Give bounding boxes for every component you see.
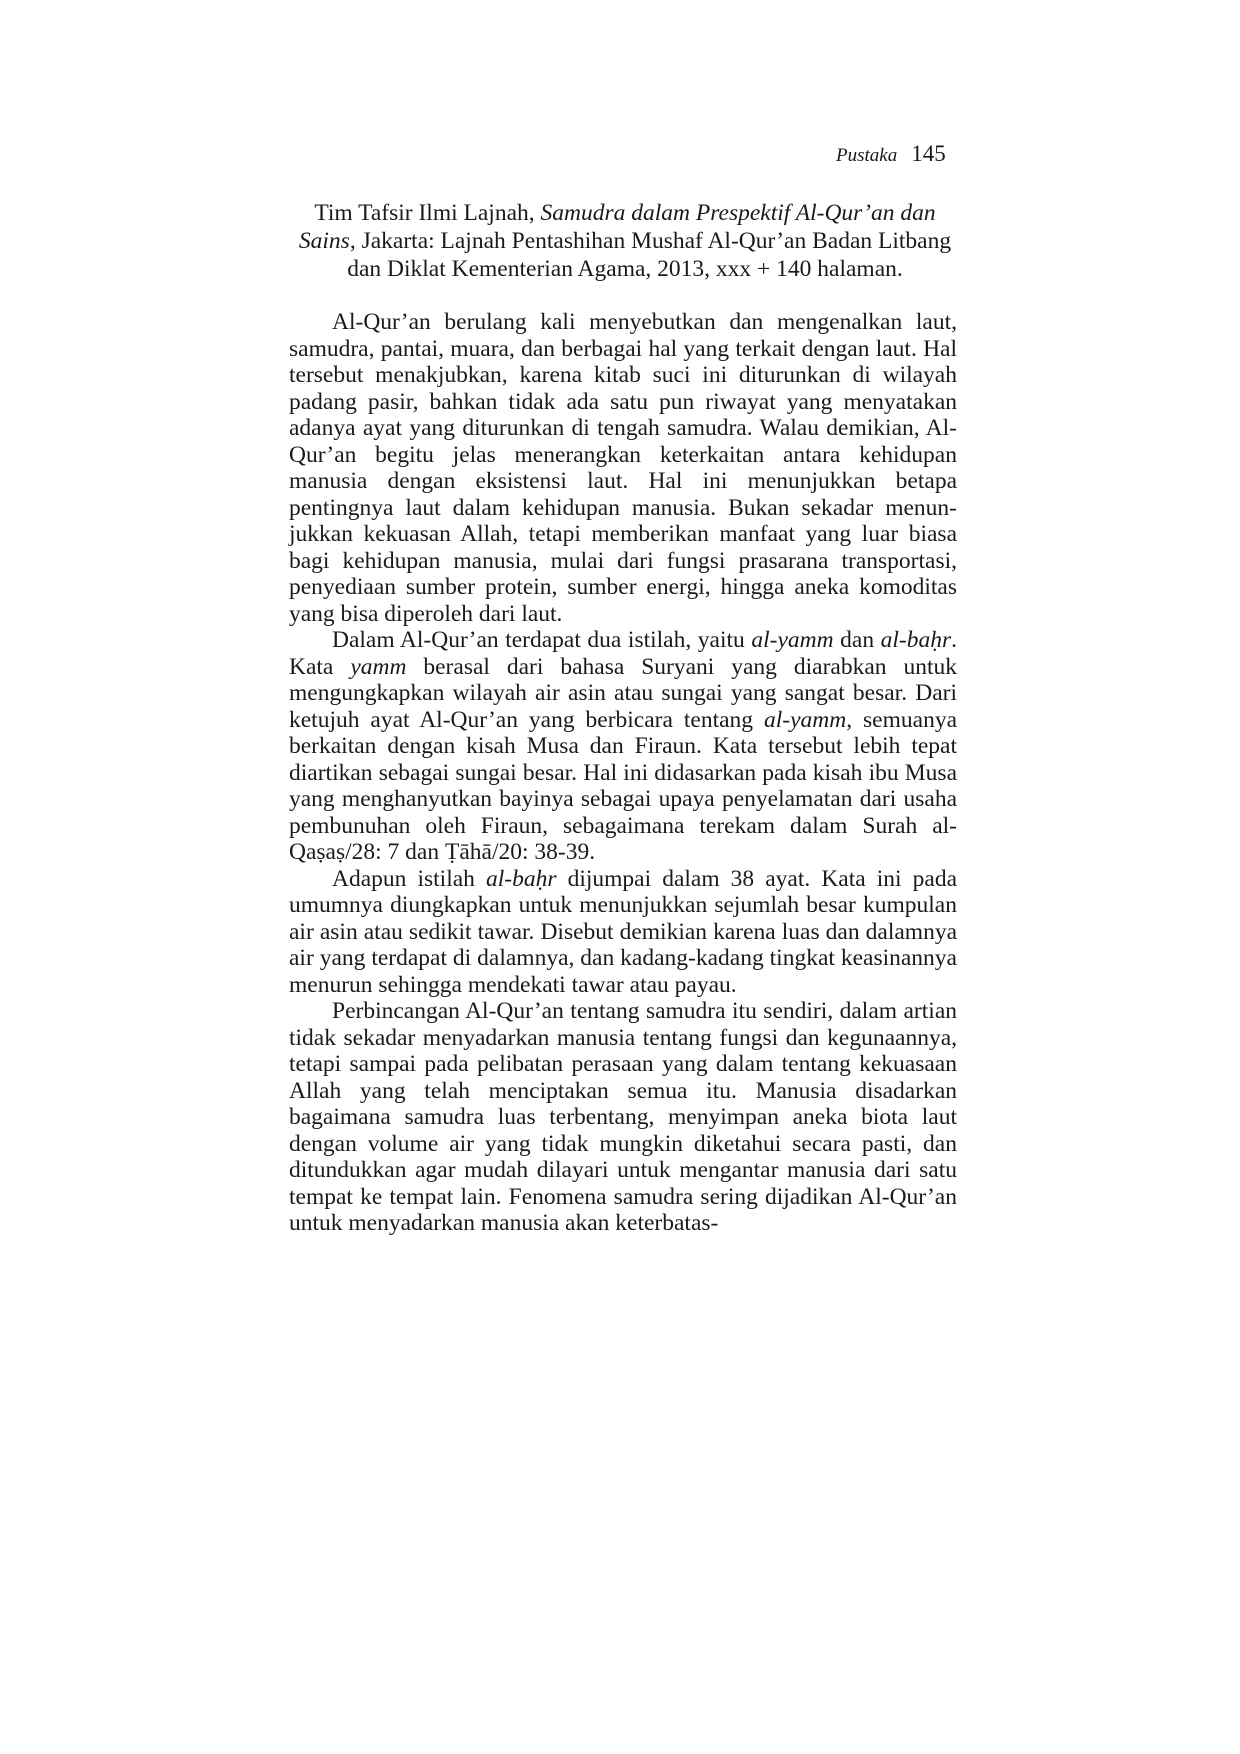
paragraph-3-text: Adapun istilah — [332, 865, 486, 892]
review-body — [289, 309, 957, 1237]
paragraph-2-text: , semuanya berkaitan dengan kisah Musa dan Firaun. Kata tersebut lebih tepat diartikan sebagai sungai besar. Hal ini didasarkan pada kisah ibu Musa yang menghanyutkan bayinya sebagai upaya penyelamatan dari usaha pembunuhan oleh Firaun, sebagaimana terekam dalam Surah al-Qaṣaṣ/28: 7 dan Ṭāhā/20: 38-39. — [289, 706, 957, 865]
reference-title: Samudra dalam Prespektif Al-Qur’an dan Sains — [298, 200, 936, 254]
paragraph-2-text: . Kata — [289, 627, 957, 680]
reference-publisher: , Jakarta: Lajnah Pentashihan Mushaf Al-Qur’an Badan Litbang dan Diklat Kementerian Agama, 2013, xxx + 140 halaman. — [347, 228, 952, 282]
paragraph-4: Perbincangan Al-Qur’an tentang samudra itu sendiri, dalam artian tidak sekadar menyadarkan manusia tentang fungsi dan kegunaannya, tetapi sampai pada pelibatan perasaan yang dalam tentang kekuasaan Allah yang telah menciptakan semua itu. Manusia disadarkan bagaimana samudra luas terbentang, menyimpan aneka biota laut dengan volume air yang tidak mungkin diketahui secara pasti, dan ditundukkan agar mudah dilayari untuk mengantar manusia dari satu tempat ke tempat lain. Fenomena samudra sering dijadikan Al-Qur’an untuk menyadarkan manusia akan keterbatas- — [289, 998, 957, 1236]
paragraph-2-text: Dalam Al-Qur’an terdapat dua istilah, yaitu — [332, 627, 752, 653]
paragraph-3-text: dijumpai dalam 38 ayat. Kata ini pada umumnya diungkapkan untuk menunjukkan sejumlah besar kumpulan air asin atau sedikit tawar. Disebut demikian karena luas dan dalamnya air yang terdapat di dalamnya, dan kadang-kadang tingkat keasinannya menurun sehingga mendekati tawar atau payau. — [289, 865, 958, 998]
paragraph-2-text: berasal dari bahasa Suryani yang diarabkan untuk mengungkapkan wilayah air asin atau sungai yang sangat besar. Dari ketujuh ayat Al-Qur’an yang berbicara tentang — [289, 653, 957, 733]
paragraph-2-text: dan — [833, 627, 881, 653]
reference-author: Tim Tafsir Ilmi Lajnah, — [314, 200, 541, 226]
page-number: 145 — [911, 141, 946, 166]
term-al-yamm: al-yamm — [751, 627, 834, 653]
term-al-bahr: al-baḥr — [880, 627, 952, 653]
term-al-yamm: al-yamm — [763, 706, 847, 733]
section-title: Pustaka — [836, 145, 898, 166]
paragraph-2 — [289, 627, 957, 866]
term-al-bahr: al-baḥr — [486, 865, 557, 892]
paragraph-3 — [289, 866, 957, 999]
book-reference — [290, 199, 960, 283]
term-yamm: yamm — [350, 653, 407, 680]
paragraph-1: Al-Qur’an berulang kali menyebutkan dan mengenalkan laut, samudra, pantai, muara, dan berbagai hal yang terkait dengan laut. Hal tersebut menakjubkan, karena kitab suci ini diturunkan di wilayah padang pasir, bahkan tidak ada satu pun riwayat yang menyatakan adanya ayat yang diturunkan di tengah samudra. Walau demikian, Al-Qur’an begitu jelas menerangkan keterkaitan antara kehidupan manusia dengan eksistensi laut. Hal ini menunjukkan betapa pentingnya laut dalam kehidupan manusia. Bukan sekadar menunjukkan kekuasan Allah, tetapi memberikan manfaat yang luar biasa bagi kehidupan manusia, mulai dari fungsi prasarana transportasi, penyediaan sumber protein, sumber energi, hingga aneka komoditas yang bisa diperoleh dari laut. — [289, 309, 957, 627]
running-header — [836, 141, 946, 167]
